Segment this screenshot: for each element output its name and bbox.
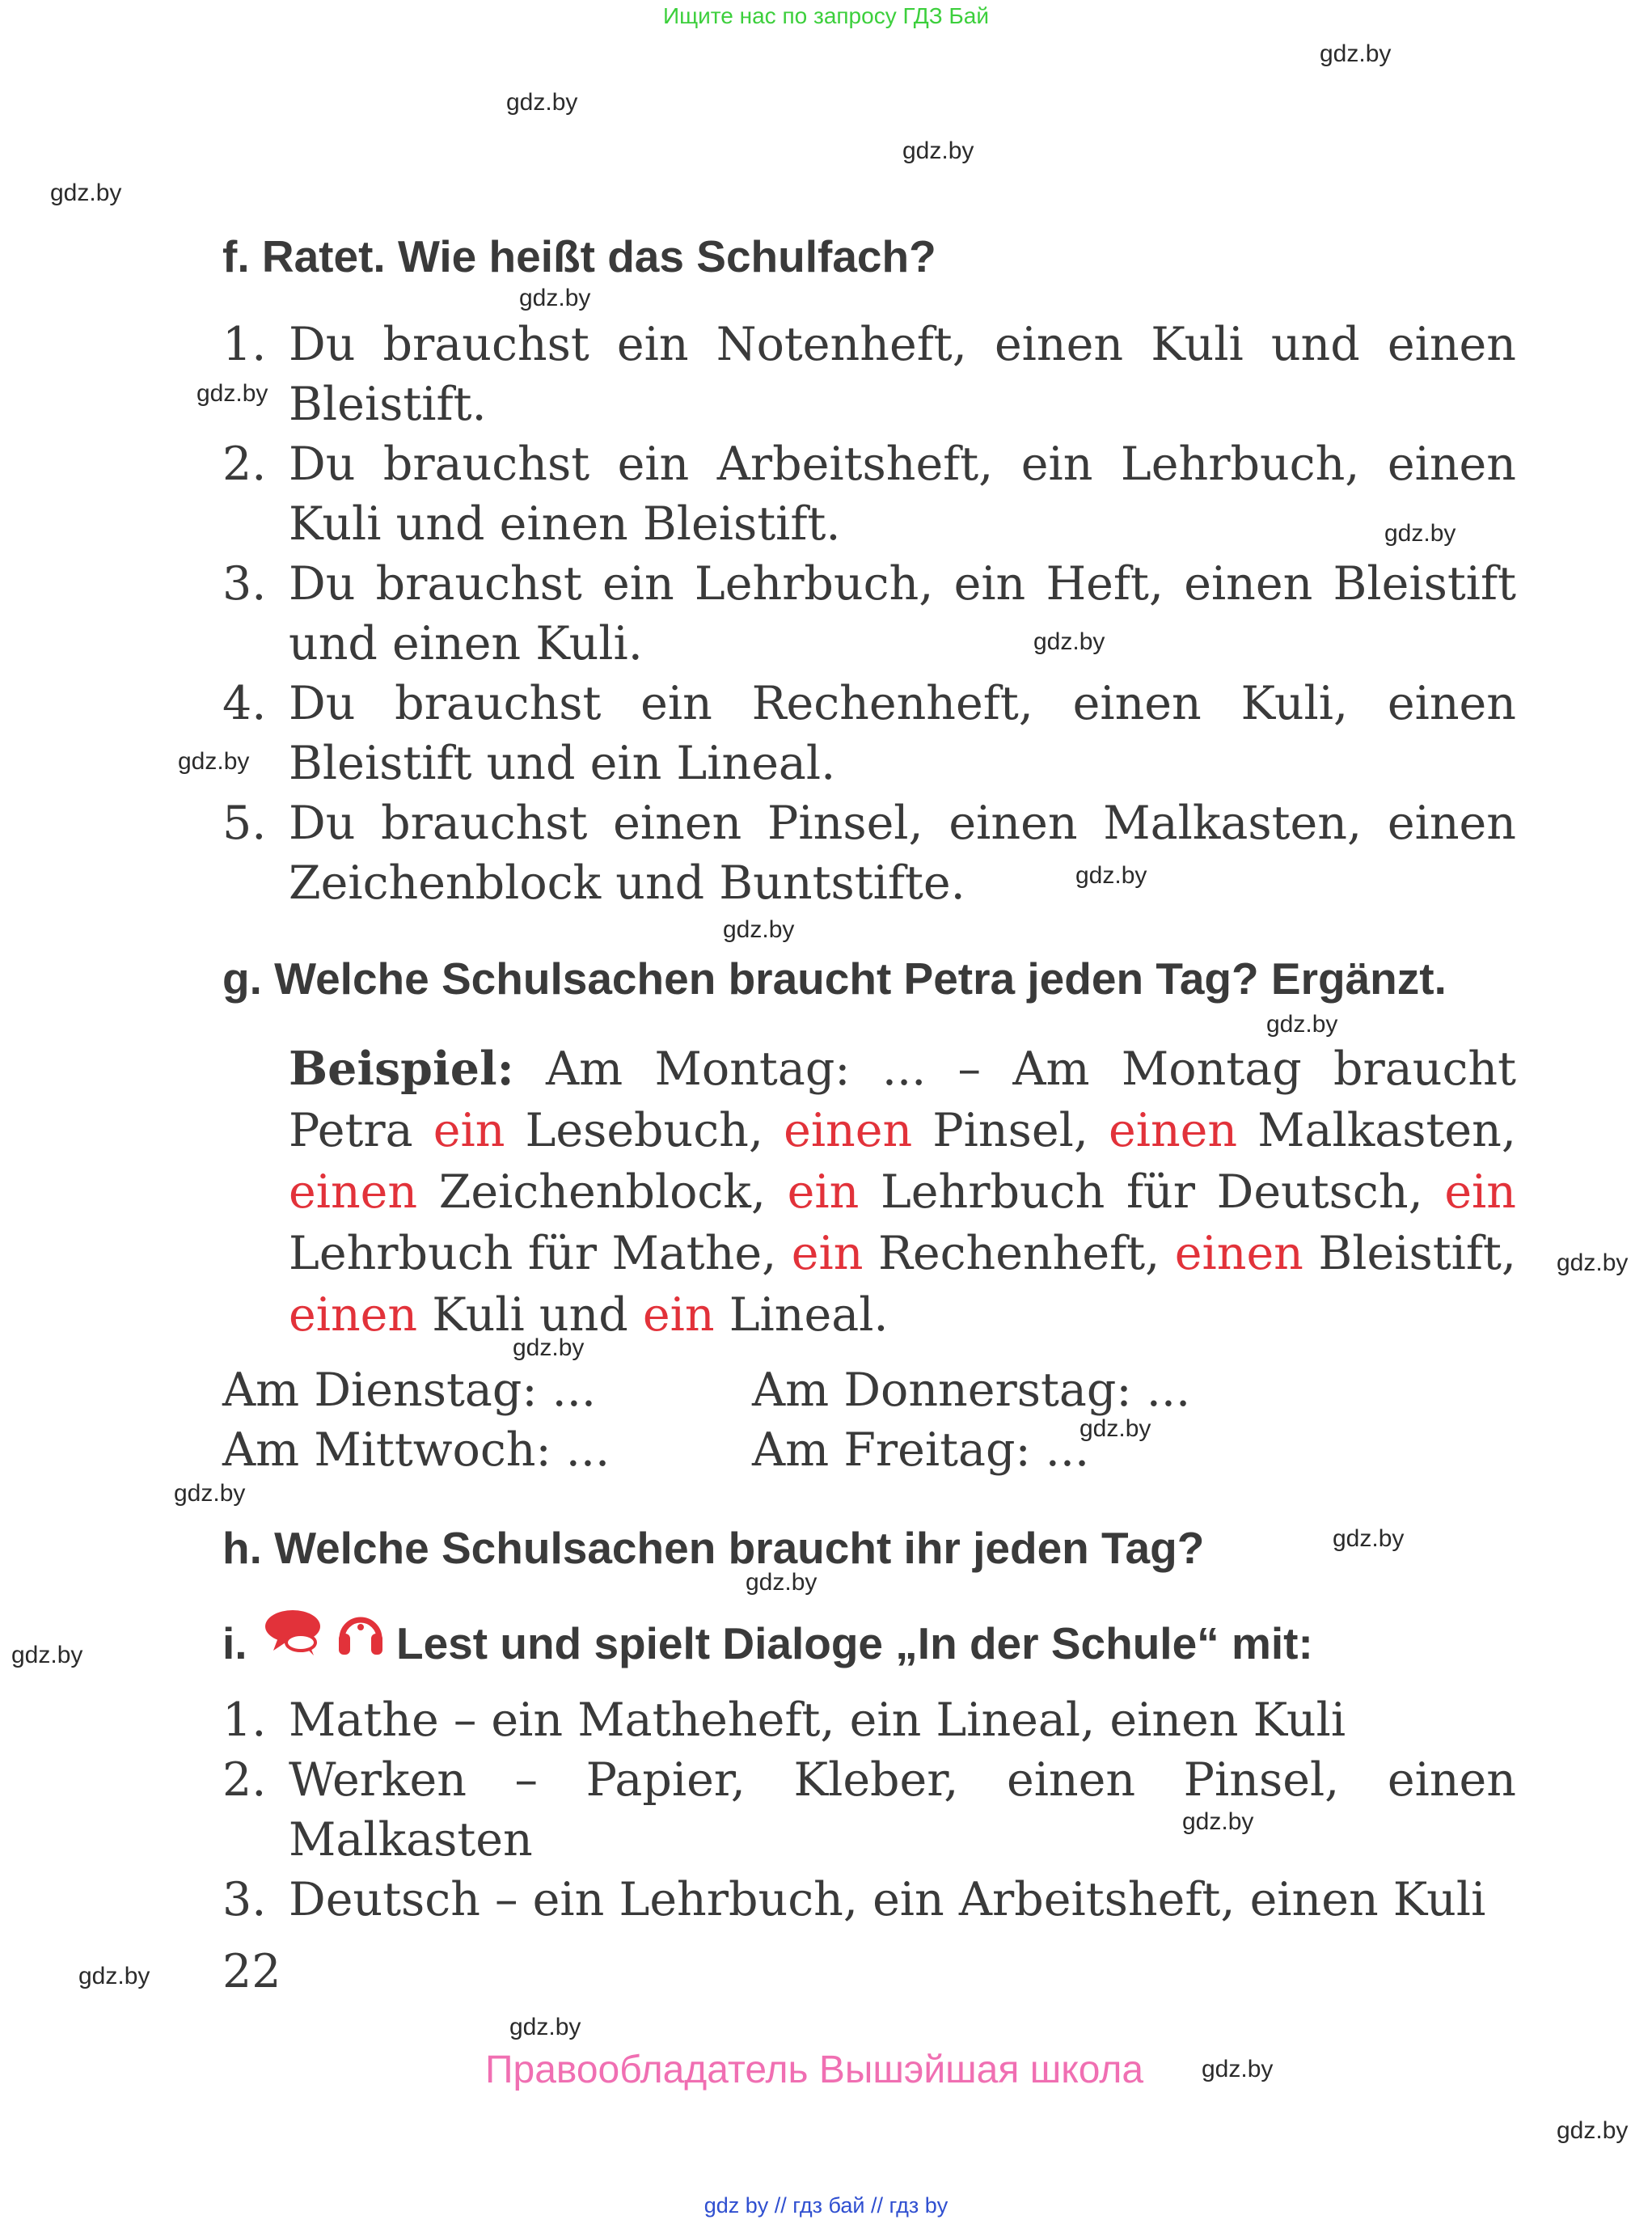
highlighted-article: einen [289, 1288, 418, 1342]
list-item [222, 1690, 1516, 1750]
watermark: gdz.by [1202, 2056, 1274, 2082]
headphones-icon [336, 1603, 386, 1660]
list-item [222, 674, 1516, 793]
list-item [222, 554, 1516, 674]
example-paragraph [289, 1038, 1516, 1346]
item-text: Du brauchst ein Lehrbuch, ein Heft, einen Bleistift und einen Kuli. [289, 557, 1516, 670]
item-text: Du brauchst ein Notenheft, einen Kuli und einen Bleistift. [289, 318, 1516, 431]
item-number: 2. [222, 438, 267, 491]
example-text: Zeichenblock, [417, 1165, 788, 1219]
item-text: Werken – Papier, Kleber, einen Pinsel, einen Malkasten [289, 1753, 1516, 1867]
section-i-heading: Lest und spielt Dialoge „In der Schule“ mit: [396, 1618, 1313, 1668]
example-text: Malkasten, [1237, 1104, 1516, 1157]
highlighted-article: ein [642, 1288, 715, 1342]
highlighted-article: ein [433, 1104, 505, 1157]
watermark: gdz.by [196, 380, 268, 407]
watermark: gdz.by [1320, 40, 1392, 67]
watermark: gdz.by [1182, 1808, 1254, 1835]
watermark: gdz.by [1384, 520, 1456, 547]
list-item [222, 793, 1516, 913]
watermark: gdz.by [1557, 1249, 1629, 1276]
item-number: 3. [222, 557, 267, 611]
list-item [222, 1870, 1516, 1930]
highlighted-article: ein [787, 1165, 860, 1219]
section-g-heading: g. Welche Schulsachen braucht Petra jeden Tag? Ergänzt. [222, 953, 1447, 1004]
item-number: 3. [222, 1873, 267, 1926]
list-item [222, 315, 1516, 434]
watermark: gdz.by [1557, 2117, 1629, 2144]
item-number: 2. [222, 1753, 267, 1807]
watermark: gdz.by [11, 1642, 83, 1668]
watermark: gdz.by [513, 1334, 585, 1361]
highlighted-article: einen [1108, 1104, 1238, 1157]
footer-links[interactable]: gdz by // гдз бай // гдз by [703, 2193, 949, 2218]
section-h-heading: h. Welche Schulsachen braucht ihr jeden Tag? [222, 1523, 1205, 1573]
item-text: Deutsch – ein Lehrbuch, ein Arbeitsheft, einen Kuli [289, 1873, 1486, 1926]
watermark: gdz.by [746, 1569, 818, 1596]
watermark: gdz.by [178, 748, 250, 775]
watermark: gdz.by [1266, 1011, 1338, 1038]
watermark: gdz.by [50, 180, 122, 206]
section-f-heading: f. Ratet. Wie heißt das Schulfach? [222, 231, 936, 281]
highlighted-article: ein [791, 1227, 864, 1280]
example-text: Pinsel, [912, 1104, 1109, 1157]
speech-bubbles-icon [260, 1605, 325, 1657]
day-thursday: Am Donnerstag: ... [752, 1364, 1191, 1417]
highlighted-article: ein [1444, 1165, 1516, 1219]
example-text: Am Montag: ... – Am Montag braucht Petra [289, 1042, 1516, 1157]
watermark: gdz.by [519, 285, 591, 311]
watermark: gdz.by [902, 137, 974, 164]
day-wednesday: Am Mittwoch: ... [222, 1423, 611, 1477]
example-label: Beispiel: [289, 1042, 514, 1096]
watermark: gdz.by [723, 916, 795, 943]
section-i-prefix: i. [222, 1618, 247, 1668]
item-number: 1. [222, 1693, 267, 1747]
watermark: gdz.by [1080, 1415, 1151, 1442]
watermark: gdz.by [509, 2014, 581, 2040]
day-tuesday: Am Dienstag: ... [222, 1364, 597, 1417]
highlighted-article: einen [1174, 1227, 1303, 1280]
watermark: gdz.by [1033, 628, 1105, 655]
highlighted-article: einen [784, 1104, 913, 1157]
item-number: 4. [222, 677, 267, 730]
example-text: Lesebuch, [505, 1104, 784, 1157]
example-text: Rechenheft, [863, 1227, 1175, 1280]
example-text: Lineal. [714, 1288, 889, 1342]
item-number: 1. [222, 318, 267, 371]
watermark: gdz.by [1333, 1525, 1405, 1552]
item-text: Du brauchst ein Rechenheft, einen Kuli, einen Bleistift und ein Lineal. [289, 677, 1516, 790]
watermark: gdz.by [78, 1963, 150, 1989]
item-number: 5. [222, 797, 267, 850]
day-friday: Am Freitag: ... [752, 1423, 1090, 1477]
example-text: Lehrbuch für Mathe, [289, 1227, 792, 1280]
top-banner[interactable]: Ищите нас по запросу ГДЗ Бай [662, 3, 990, 28]
page-number: 22 [222, 1945, 281, 1998]
watermark: gdz.by [1075, 862, 1147, 889]
item-text: Du brauchst ein Arbeitsheft, ein Lehrbuch, einen Kuli und einen Bleistift. [289, 438, 1516, 551]
highlighted-article: einen [289, 1165, 418, 1219]
item-text: Mathe – ein Matheheft, ein Lineal, einen Kuli [289, 1693, 1346, 1747]
watermark: gdz.by [506, 89, 578, 116]
copyright-notice: Правообладатель Вышэйшая школа [485, 2049, 1144, 2091]
example-text: Bleistift, [1303, 1227, 1516, 1280]
example-text: Lehrbuch für Deutsch, [859, 1165, 1445, 1219]
example-text: Kuli und [417, 1288, 643, 1342]
watermark: gdz.by [174, 1480, 246, 1507]
list-item [222, 434, 1516, 554]
item-text: Du brauchst einen Pinsel, einen Malkasten, einen Zeichenblock und Buntstifte. [289, 797, 1516, 910]
list-item [222, 1750, 1516, 1870]
